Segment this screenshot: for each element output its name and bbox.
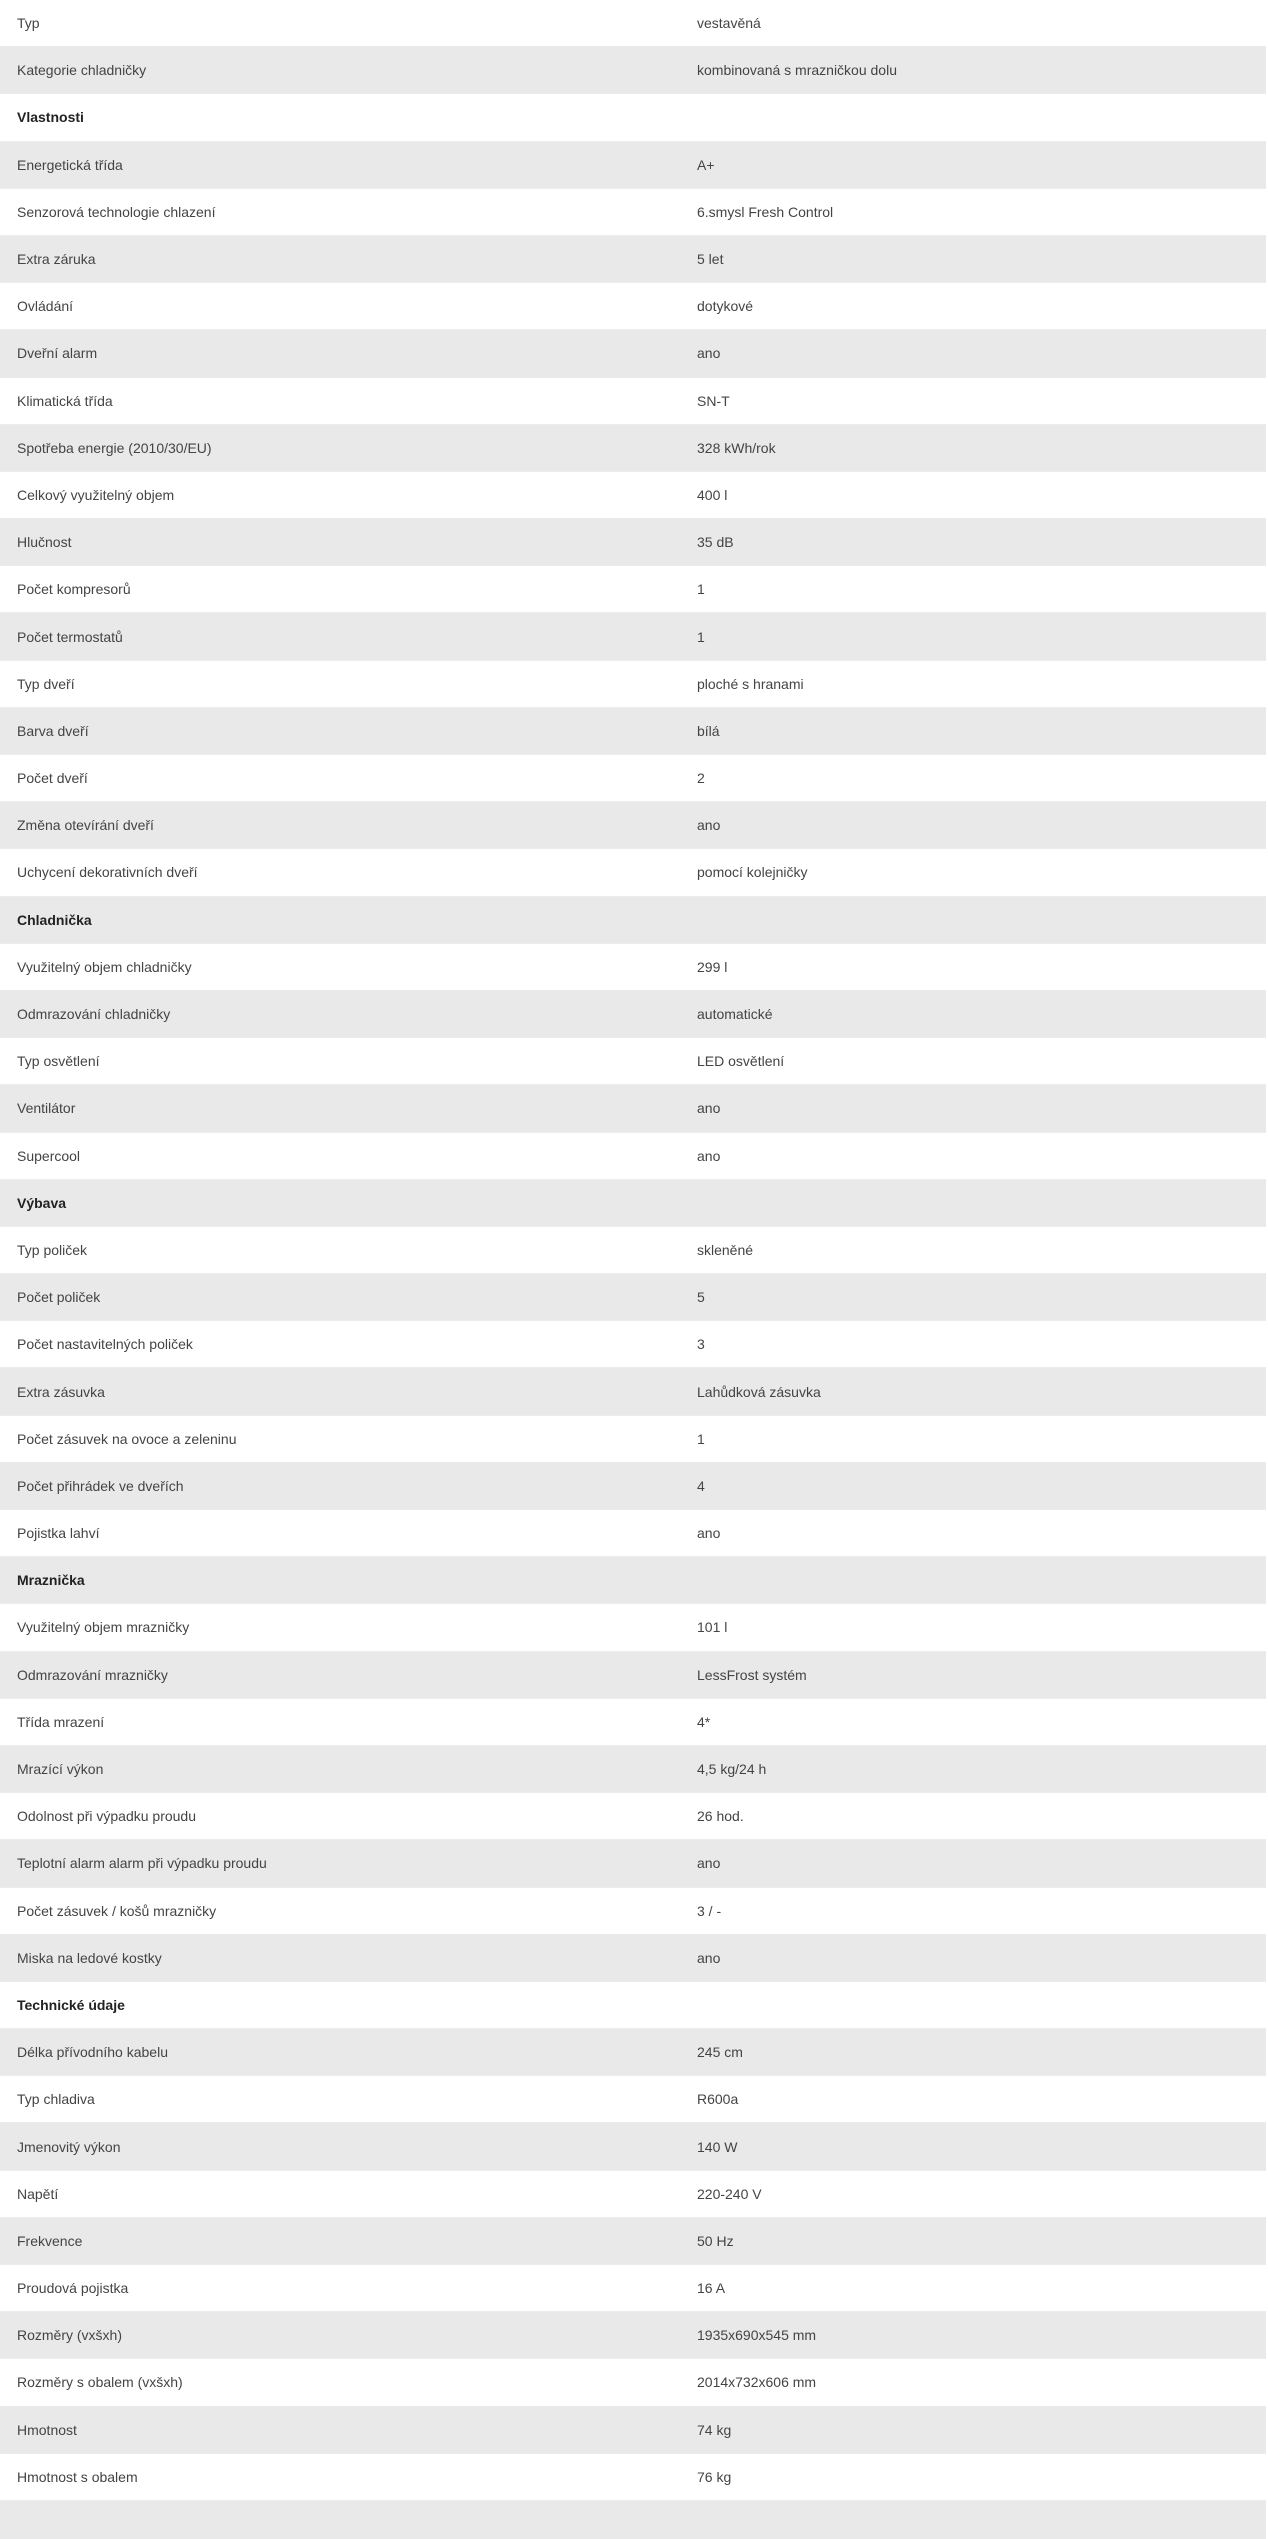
- spec-value: A+: [697, 156, 715, 173]
- spec-row: [0, 802, 1266, 849]
- spec-row: [0, 1038, 1266, 1085]
- spec-row: [0, 1274, 1266, 1321]
- spec-label: Typ osvětlení: [17, 1053, 100, 1070]
- spec-value: 74 kg: [697, 2421, 732, 2438]
- spec-value: 1: [697, 1430, 705, 1447]
- spec-label: Hmotnost s obalem: [17, 2468, 138, 2485]
- spec-label: Počet nastavitelných poliček: [17, 1336, 193, 1353]
- spec-value: 26 hod.: [697, 1808, 744, 1825]
- spec-value: ploché s hranami: [697, 675, 804, 692]
- spec-row: [0, 1085, 1266, 1132]
- spec-label: Celkový využitelný objem: [17, 486, 175, 503]
- spec-label: Hlučnost: [17, 534, 72, 551]
- spec-label: Ventilátor: [17, 1100, 76, 1117]
- spec-row: [0, 1699, 1266, 1746]
- spec-label: Extra zásuvka: [17, 1383, 105, 1400]
- spec-row: [0, 2029, 1266, 2076]
- spec-label: Frekvence: [17, 2232, 83, 2249]
- spec-value: Lahůdková zásuvka: [697, 1383, 821, 1400]
- spec-value: 140 W: [697, 2138, 738, 2155]
- spec-value: vestavěná: [697, 15, 761, 32]
- spec-label: Barva dveří: [17, 722, 89, 739]
- spec-row: [0, 189, 1266, 236]
- spec-row: [0, 566, 1266, 613]
- section-heading: Chladnička: [17, 911, 92, 928]
- trailing-row: [0, 2501, 1266, 2539]
- spec-value: 299 l: [697, 958, 728, 975]
- spec-row: [0, 2265, 1266, 2312]
- spec-row: [0, 1935, 1266, 1982]
- spec-row: [0, 944, 1266, 991]
- spec-value: 5: [697, 1289, 705, 1306]
- spec-value: LED osvětlení: [697, 1053, 785, 1070]
- spec-value: ano: [697, 1147, 721, 1164]
- spec-value: 1: [697, 581, 705, 598]
- spec-value: kombinovaná s mrazničkou dolu: [697, 62, 897, 79]
- spec-label: Senzorová technologie chlazení: [17, 203, 216, 220]
- spec-row: [0, 755, 1266, 802]
- spec-label: Pojistka lahví: [17, 1525, 100, 1542]
- spec-value: 5 let: [697, 251, 724, 268]
- spec-label: Energetická třída: [17, 156, 123, 173]
- spec-value: 101 l: [697, 1619, 728, 1636]
- spec-label: Odmrazování chladničky: [17, 1006, 171, 1023]
- spec-value: 4: [697, 1477, 705, 1494]
- spec-label: Počet zásuvek na ovoce a zeleninu: [17, 1430, 237, 1447]
- spec-value: 220-240 V: [697, 2185, 762, 2202]
- section-heading: Vlastnosti: [17, 109, 84, 126]
- spec-label: Odolnost při výpadku proudu: [17, 1808, 196, 1825]
- spec-label: Supercool: [17, 1147, 81, 1164]
- spec-row: [0, 236, 1266, 283]
- spec-row: [0, 2359, 1266, 2406]
- spec-value: 16 A: [697, 2280, 726, 2297]
- spec-label: Počet dveří: [17, 770, 88, 787]
- spec-value: 328 kWh/rok: [697, 439, 776, 456]
- spec-row: [0, 2407, 1266, 2454]
- spec-label: Počet termostatů: [17, 628, 123, 645]
- spec-row: [0, 1746, 1266, 1793]
- spec-row: [0, 708, 1266, 755]
- spec-label: Hmotnost: [17, 2421, 77, 2438]
- section-heading-row: [0, 897, 1266, 944]
- spec-label: Uchycení dekorativních dveří: [17, 864, 198, 881]
- spec-value: R600a: [697, 2091, 739, 2108]
- spec-row: [0, 2123, 1266, 2170]
- spec-row: [0, 1416, 1266, 1463]
- spec-row: [0, 142, 1266, 189]
- spec-value: 4,5 kg/24 h: [697, 1761, 767, 1778]
- spec-row: [0, 2171, 1266, 2218]
- spec-label: Extra záruka: [17, 251, 96, 268]
- spec-value: ano: [697, 1855, 721, 1872]
- spec-value: 2014x732x606 mm: [697, 2374, 817, 2391]
- spec-row: [0, 2312, 1266, 2359]
- spec-row: [0, 1321, 1266, 1368]
- section-heading: Mraznička: [17, 1572, 85, 1589]
- spec-row: [0, 1888, 1266, 1935]
- spec-row: [0, 2076, 1266, 2123]
- spec-value: 400 l: [697, 486, 728, 503]
- spec-row: [0, 1133, 1266, 1180]
- spec-value: automatické: [697, 1006, 773, 1023]
- spec-label: Délka přívodního kabelu: [17, 2044, 168, 2061]
- spec-value: ano: [697, 345, 721, 362]
- spec-value: 76 kg: [697, 2468, 732, 2485]
- spec-label: Typ dveří: [17, 675, 75, 692]
- spec-row: [0, 472, 1266, 519]
- spec-label: Počet kompresorů: [17, 581, 131, 598]
- spec-value: skleněné: [697, 1241, 754, 1258]
- spec-label: Jmenovitý výkon: [17, 2138, 121, 2155]
- spec-value: 6.smysl Fresh Control: [697, 203, 834, 220]
- spec-label: Ovládání: [17, 298, 74, 315]
- spec-row: [0, 1510, 1266, 1557]
- spec-row: [0, 283, 1266, 330]
- spec-value: 1935x690x545 mm: [697, 2327, 817, 2344]
- spec-row: [0, 378, 1266, 425]
- spec-label: Rozměry s obalem (vxšxh): [17, 2374, 183, 2391]
- spec-row: [0, 1793, 1266, 1840]
- spec-value: ano: [697, 817, 721, 834]
- spec-label: Počet zásuvek / košů mrazničky: [17, 1902, 217, 1919]
- spec-label: Klimatická třída: [17, 392, 113, 409]
- spec-value: dotykové: [697, 298, 754, 315]
- spec-value: ano: [697, 1100, 721, 1117]
- spec-row: [0, 519, 1266, 566]
- spec-label: Spotřeba energie (2010/30/EU): [17, 439, 212, 456]
- spec-label: Napětí: [17, 2185, 59, 2202]
- section-heading-row: [0, 1557, 1266, 1604]
- section-heading-row: [0, 1982, 1266, 2029]
- spec-row: [0, 425, 1266, 472]
- spec-label: Kategorie chladničky: [17, 62, 147, 79]
- spec-row: [0, 2454, 1266, 2501]
- spec-label: Teplotní alarm alarm při výpadku proudu: [17, 1855, 267, 1872]
- spec-value: bílá: [697, 722, 720, 739]
- spec-row: [0, 1463, 1266, 1510]
- spec-row: [0, 1604, 1266, 1651]
- spec-row: [0, 2218, 1266, 2265]
- spec-value: 4*: [697, 1713, 711, 1730]
- spec-value: 2: [697, 770, 705, 787]
- spec-value: ano: [697, 1525, 721, 1542]
- spec-value: ano: [697, 1949, 721, 1966]
- section-heading: Výbava: [17, 1194, 67, 1211]
- spec-value: SN-T: [697, 392, 730, 409]
- spec-label: Rozměry (vxšxh): [17, 2327, 123, 2344]
- spec-value: LessFrost systém: [697, 1666, 807, 1683]
- spec-value: 1: [697, 628, 705, 645]
- spec-value: 50 Hz: [697, 2232, 734, 2249]
- spec-row: [0, 991, 1266, 1038]
- spec-label: Miska na ledové kostky: [17, 1949, 162, 1966]
- spec-label: Typ chladiva: [17, 2091, 95, 2108]
- spec-label: Změna otevírání dveří: [17, 817, 154, 834]
- section-heading-row: [0, 94, 1266, 141]
- section-heading: Technické údaje: [17, 1996, 125, 2013]
- spec-label: Odmrazování mrazničky: [17, 1666, 168, 1683]
- spec-label: Typ: [17, 15, 40, 32]
- spec-value: 35 dB: [697, 534, 734, 551]
- spec-label: Mrazící výkon: [17, 1761, 104, 1778]
- spec-label: Počet přihrádek ve dveřích: [17, 1477, 184, 1494]
- spec-label: Využitelný objem mrazničky: [17, 1619, 190, 1636]
- spec-row: [0, 0, 1266, 47]
- spec-value: 3 / -: [697, 1902, 722, 1919]
- spec-row: [0, 661, 1266, 708]
- spec-row: [0, 47, 1266, 94]
- spec-label: Typ poliček: [17, 1241, 88, 1258]
- spec-label: Třída mrazení: [17, 1713, 105, 1730]
- spec-value: pomocí kolejničky: [697, 864, 808, 881]
- spec-row: [0, 1227, 1266, 1274]
- spec-row: [0, 613, 1266, 660]
- spec-value: 3: [697, 1336, 705, 1353]
- spec-label: Počet poliček: [17, 1289, 101, 1306]
- spec-label: Dveřní alarm: [17, 345, 98, 362]
- spec-row: [0, 849, 1266, 896]
- spec-row: [0, 1652, 1266, 1699]
- spec-label: Proudová pojistka: [17, 2280, 129, 2297]
- spec-row: [0, 1840, 1266, 1887]
- section-heading-row: [0, 1180, 1266, 1227]
- spec-row: [0, 1368, 1266, 1415]
- spec-label: Využitelný objem chladničky: [17, 958, 192, 975]
- spec-row: [0, 330, 1266, 377]
- spec-value: 245 cm: [697, 2044, 743, 2061]
